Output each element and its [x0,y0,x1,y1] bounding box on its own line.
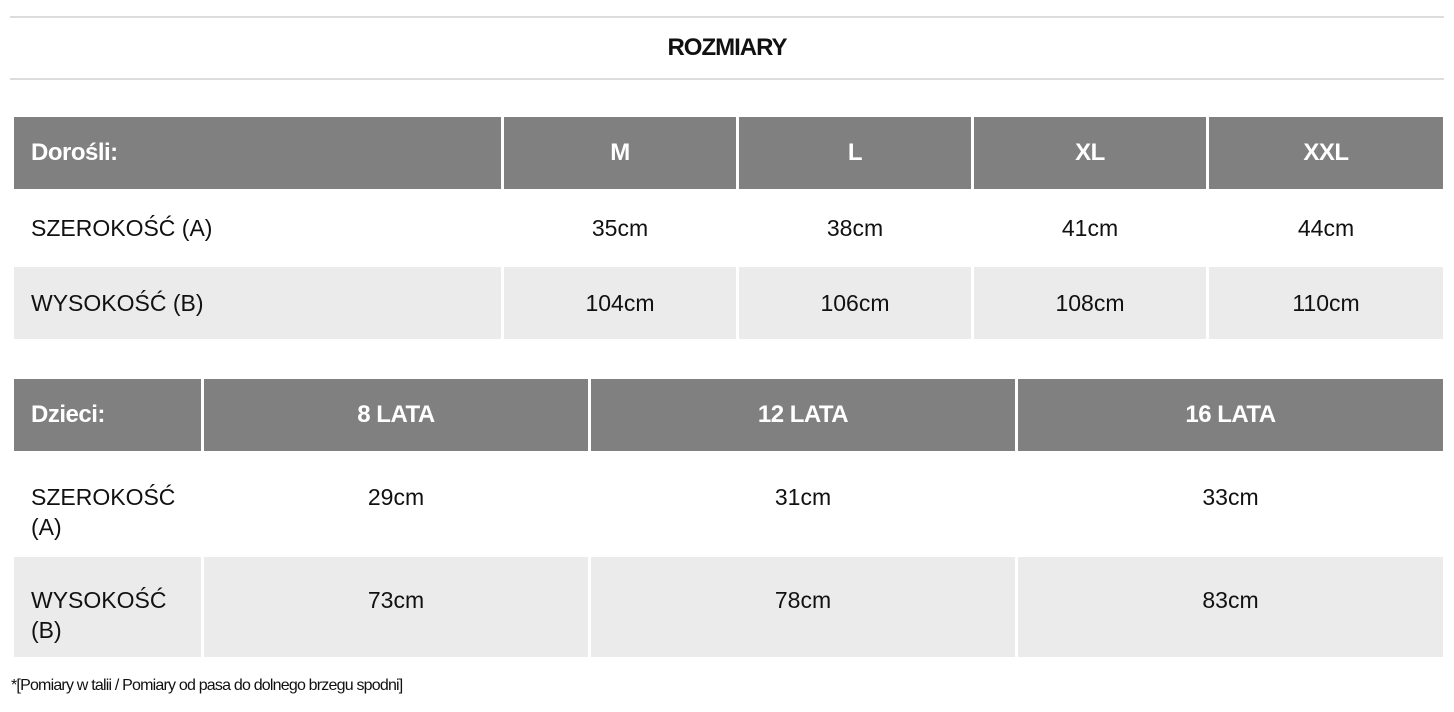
adults-size-table [11,114,1446,342]
table-cell: 33cm [1202,484,1259,510]
adults-size-m: M [504,117,736,189]
table-cell: 31cm [774,484,832,510]
kids-size-8: 8 LATA [204,379,588,451]
table-row [14,557,1443,657]
table-row [14,192,1443,264]
kids-header-label: Dzieci: [14,379,201,451]
adults-size-xl: XL [974,117,1206,189]
table-cell: 73cm [204,557,588,657]
adults-header-row [14,117,1443,189]
adults-size-xxl: XXL [1209,117,1443,189]
kids-size-16: 16 LATA [1018,379,1443,451]
kids-size-12: 12 LATA [591,379,1015,451]
adults-header-label: Dorośli: [14,117,501,189]
footnote: *[Pomiary w talii / Pomiary od pasa do dolnego brzegu spodni] [11,677,403,694]
table-cell: 106cm [739,267,971,339]
table-row [14,267,1443,339]
table-cell: 108cm [974,267,1206,339]
page-title: ROZMIARY [667,34,787,61]
table-cell: 35cm [591,214,649,241]
adults-size-l: L [739,117,971,189]
table-cell: 83cm [1018,557,1443,657]
table-cell: 78cm [591,557,1015,657]
kids-size-table [11,376,1446,660]
table-cell: 44cm [1297,214,1355,241]
table-cell: 41cm [1061,214,1119,241]
row-label-height: WYSOKOŚĆ (B) [14,557,201,657]
table-cell: 29cm [367,484,425,510]
table-cell: 104cm [504,267,736,339]
row-label-height: WYSOKOŚĆ (B) [14,267,501,339]
row-label-width: SZEROKOŚĆ (A) [31,214,213,241]
table-cell: 38cm [826,214,884,241]
table-cell: 110cm [1209,267,1443,339]
row-label-width: SZEROKOŚĆ (A) [31,484,176,540]
kids-header-row [14,379,1443,451]
table-row [14,454,1443,554]
title-bar [10,16,1444,80]
